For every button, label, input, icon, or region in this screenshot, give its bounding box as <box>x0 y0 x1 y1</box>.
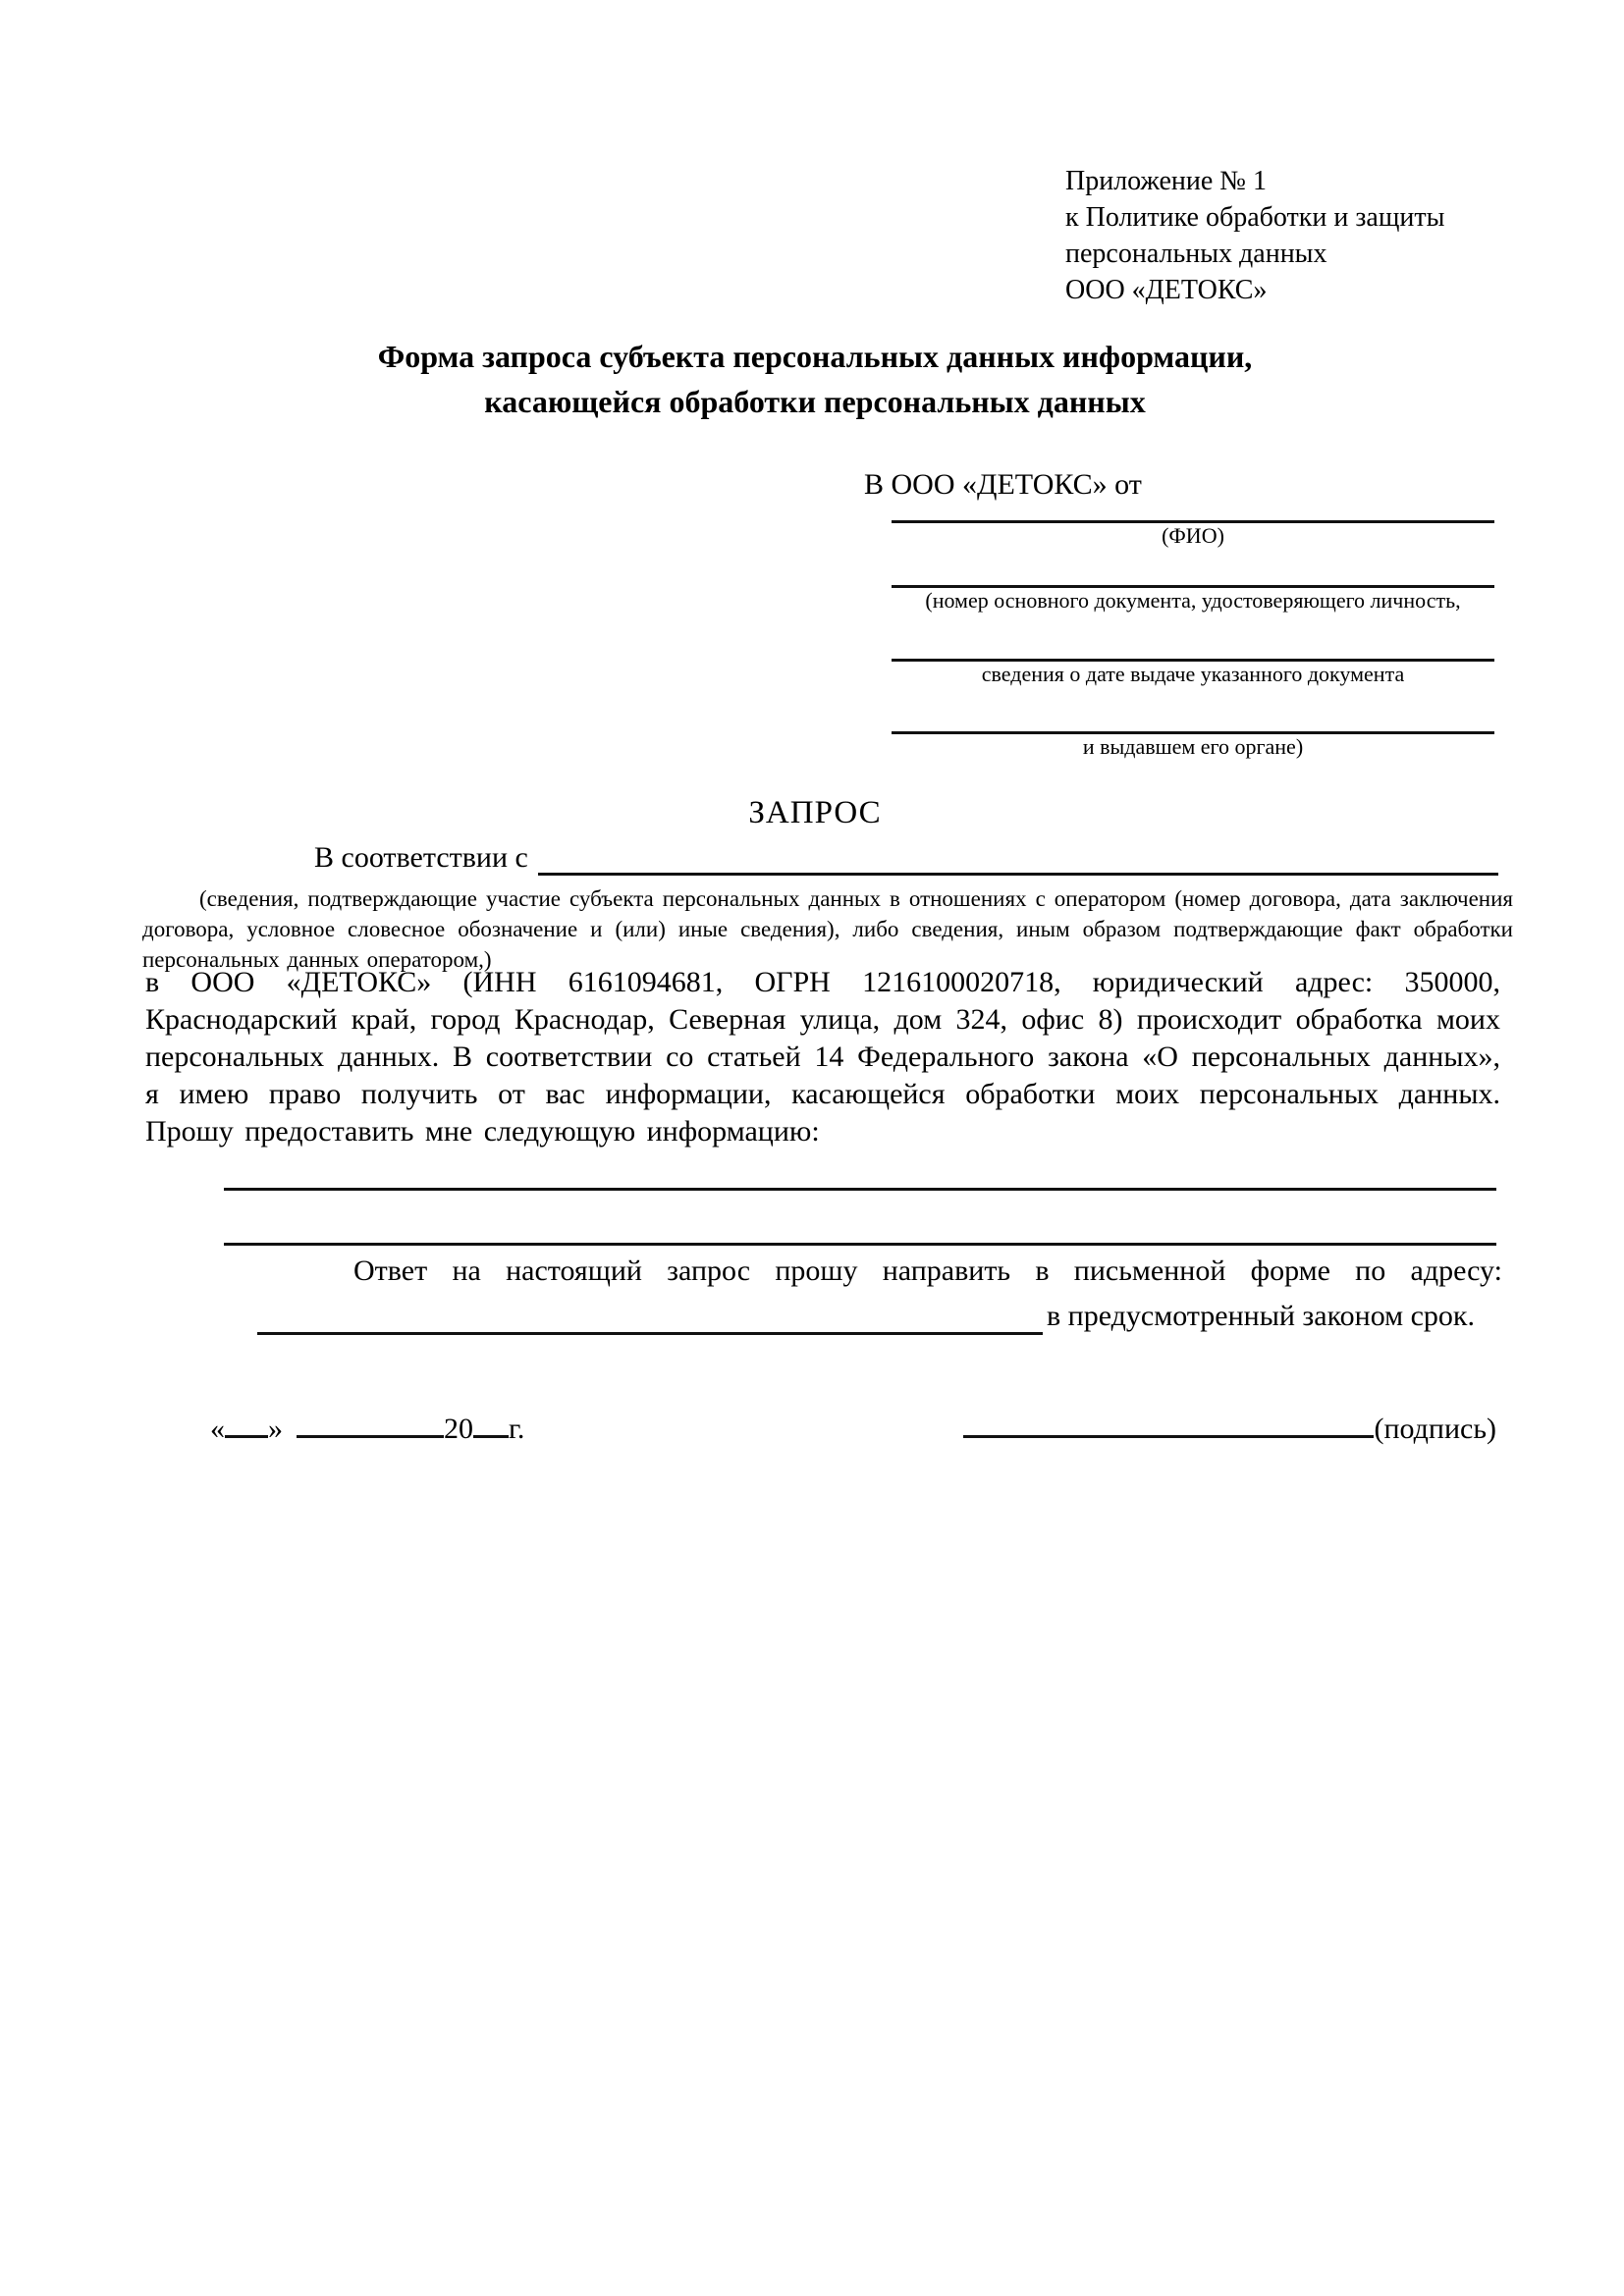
date-year-prefix: 20 <box>444 1413 473 1445</box>
accordance-line <box>147 840 1498 876</box>
document-title <box>137 334 1492 424</box>
date-day-blank <box>225 1406 268 1438</box>
signature-blank-line <box>963 1406 1374 1438</box>
document-title-line: касающейся обработки персональных данных <box>484 384 1146 419</box>
signature-field <box>963 1406 1496 1448</box>
appendix-line: ООО «ДЕТОКС» <box>1065 275 1268 305</box>
footer-row <box>145 1406 1496 1448</box>
date-close-quote: » <box>268 1413 283 1445</box>
reply-address-line <box>147 1298 1502 1335</box>
reply-address-block <box>147 1253 1502 1335</box>
request-body-paragraph: в ООО «ДЕТОКС» (ИНН 6161094681, ОГРН 1216100020718, юридический адрес: 350000, Краснодарский край, город Краснодар, Северная улица, дом 324, офис 8) происходит обработка моих персональных данных. В соответствии со статьей 14 Федерального закона «О персональных данных», я имею право получить от вас информации, касающейся обработки моих персональных данных. Прошу предоставить мне следующую информацию: <box>145 966 1500 1148</box>
recipient-block <box>864 467 1494 760</box>
information-blank-line-2 <box>224 1243 1496 1246</box>
recipient-to-line: В ООО «ДЕТОКС» от <box>864 468 1142 501</box>
fio-caption: (ФИО) <box>1162 523 1224 548</box>
appendix-line: Приложение № 1 <box>1065 166 1267 196</box>
accordance-blank-line <box>538 841 1498 876</box>
request-heading: ЗАПРОС <box>748 795 882 830</box>
date-field <box>210 1406 524 1448</box>
reply-address-blank-line <box>257 1301 1043 1335</box>
signature-caption: (подпись) <box>1374 1413 1496 1445</box>
document-title-line: Форма запроса субъекта персональных данных информации, <box>377 339 1253 374</box>
appendix-line: персональных данных <box>1065 239 1327 269</box>
appendix-reference-block <box>1065 163 1444 308</box>
accordance-label: В соответствии с <box>314 841 528 874</box>
document-date-caption: сведения о дате выдаче указанного документа <box>981 662 1405 686</box>
reply-address-sentence: Ответ на настоящий запрос прошу направить в письменной форме по адресу: <box>353 1255 1502 1287</box>
document-number-caption: (номер основного документа, удостоверяющего личность, <box>925 588 1461 613</box>
date-open-quote: « <box>210 1413 225 1445</box>
appendix-line: к Политике обработки и защиты <box>1065 202 1445 233</box>
information-blank-line-1 <box>224 1188 1496 1191</box>
fine-print-note: (сведения, подтверждающие участие субъекта персональных данных в отношениях с оператором (номер договора, дата заключения договора, условное словесное обозначение и (или) иные сведения), либо сведения, иным образом подтверждающие факт обработки персональных данных оператором,) <box>142 886 1513 972</box>
date-year-blank <box>473 1406 509 1438</box>
document-issuer-caption: и выдавшем его органе) <box>1082 734 1304 759</box>
reply-address-tail: в предусмотренный законом срок. <box>1047 1300 1475 1332</box>
date-year-suffix: г. <box>509 1413 525 1445</box>
date-month-blank <box>297 1406 444 1438</box>
